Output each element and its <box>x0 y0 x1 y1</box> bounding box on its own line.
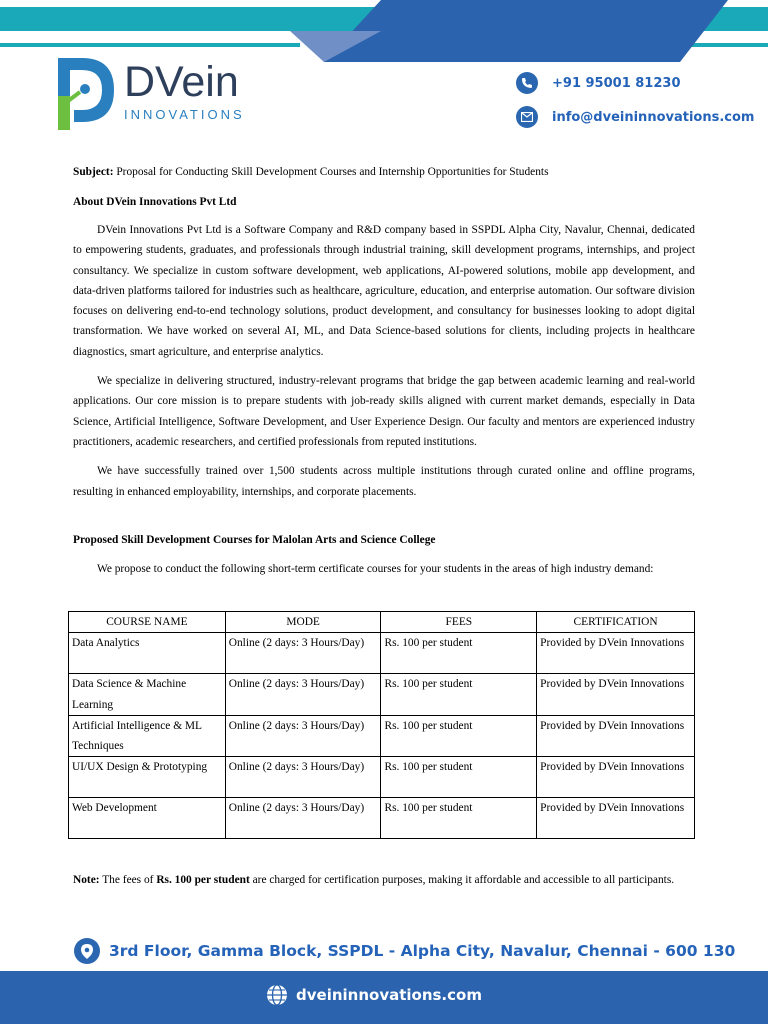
course-fees: Rs. 100 per student <box>381 674 537 716</box>
course-mode: Online (2 days: 3 Hours/Day) <box>225 757 381 798</box>
header-teal-line <box>0 43 300 47</box>
paragraph-trained: We have successfully trained over 1,500 students across multiple institutions through curated online and offline programs, resulting in enhanced employability, internships, and corporate placements. <box>73 465 695 498</box>
location-pin-icon <box>74 938 100 964</box>
course-name: Web Development <box>69 798 226 839</box>
globe-icon <box>266 984 288 1006</box>
column-header: MODE <box>225 612 381 633</box>
course-mode: Online (2 days: 3 Hours/Day) <box>225 798 381 839</box>
course-name: UI/UX Design & Prototyping <box>69 757 226 798</box>
dvein-logo <box>52 52 122 132</box>
course-name: Data Science & Machine Learning <box>69 674 226 716</box>
proposal-paragraph <box>73 559 673 579</box>
course-mode: Online (2 days: 3 Hours/Day) <box>225 715 381 757</box>
brand-subtitle: INNOVATIONS <box>124 107 245 122</box>
phone-number: +91 95001 81230 <box>552 75 681 91</box>
course-fees: Rs. 100 per student <box>381 757 537 798</box>
column-header: FEES <box>381 612 537 633</box>
course-name: Data Analytics <box>69 633 226 674</box>
subject-label: Subject: <box>73 166 114 178</box>
column-header: COURSE NAME <box>69 612 226 633</box>
contact-phone[interactable] <box>516 72 681 94</box>
course-name: Artificial Intelligence & ML Techniques <box>69 715 226 757</box>
table-row <box>69 674 695 716</box>
course-fees: Rs. 100 per student <box>381 798 537 839</box>
email-address: info@dveininnovations.com <box>552 109 755 125</box>
courses-heading: Proposed Skill Development Courses for Malolan Arts and Science College <box>73 534 436 546</box>
table-header-row <box>69 612 695 633</box>
phone-icon <box>516 72 538 94</box>
website-url: dveininnovations.com <box>296 986 482 1004</box>
header-teal-line-right <box>684 43 768 47</box>
note-label: Note: <box>73 874 100 886</box>
table-row <box>69 633 695 674</box>
course-certification: Provided by DVein Innovations <box>537 674 695 716</box>
about-heading: About DVein Innovations Pvt Ltd <box>73 196 237 208</box>
course-mode: Online (2 days: 3 Hours/Day) <box>225 674 381 716</box>
brand-name: DVein <box>124 58 239 106</box>
header-blue-parallelogram <box>324 0 728 62</box>
course-mode: Online (2 days: 3 Hours/Day) <box>225 633 381 674</box>
about-section <box>73 220 695 502</box>
note-section <box>73 870 695 890</box>
mail-icon <box>516 106 538 128</box>
note-fee: Rs. 100 per student <box>156 874 250 886</box>
header-teal-band-left <box>0 7 410 31</box>
course-certification: Provided by DVein Innovations <box>537 798 695 839</box>
table-row <box>69 715 695 757</box>
column-header: CERTIFICATION <box>537 612 695 633</box>
address-text: 3rd Floor, Gamma Block, SSPDL - Alpha City, Navalur, Chennai - 600 130 <box>109 942 736 960</box>
courses-table <box>68 611 695 839</box>
note-pre: The fees of <box>99 874 157 886</box>
subject-text: Proposal for Conducting Skill Development Courses and Internship Opportunities for Students <box>113 166 549 178</box>
subject-line <box>73 162 695 182</box>
table-row <box>69 798 695 839</box>
paragraph-about: DVein Innovations Pvt Ltd is a Software Company and R&D company based in SSPDL Alpha City, Navalur, Chennai, dedicated to empowering students, graduates, and professionals through industrial training, skill development programs, internships, and project consultancy. We specialize in custom software development, web applications, AI-powered solutions, mobile app development, and data-driven platforms tailored for industries such as healthcare, agriculture, education, and enterprise automation. Our software division focuses on delivering end-to-end technology solutions, product development, and consultancy for businesses looking to adopt digital transformation. We have worked on several AI, ML, and Data Science-based solutions for clients, including projects in healthcare diagnostics, smart agriculture, and enterprise analytics. <box>73 224 695 358</box>
course-certification: Provided by DVein Innovations <box>537 757 695 798</box>
course-fees: Rs. 100 per student <box>381 715 537 757</box>
footer-address <box>74 938 735 964</box>
course-fees: Rs. 100 per student <box>381 633 537 674</box>
table-row <box>69 757 695 798</box>
paragraph-propose: We propose to conduct the following short-term certificate courses for your students in the areas of high industry demand: <box>97 563 654 575</box>
contact-email[interactable] <box>516 106 754 128</box>
course-certification: Provided by DVein Innovations <box>537 633 695 674</box>
course-certification: Provided by DVein Innovations <box>537 715 695 757</box>
paragraph-mission: We specialize in delivering structured, industry-relevant programs that bridge the gap between academic learning and real-world applications. Our core mission is to prepare students with job-ready skills aligned with current market demands, especially in Data Science, Artificial Intelligence, Software Development, and User Experience Design. Our faculty and mentors are experienced industry practitioners, academic researchers, and certified professionals from reputed institutions. <box>73 375 695 448</box>
note-paragraph <box>73 870 695 890</box>
note-post: are charged for certification purposes, making it affordable and accessible to all participants. <box>249 874 675 886</box>
footer-website[interactable] <box>266 984 482 1006</box>
